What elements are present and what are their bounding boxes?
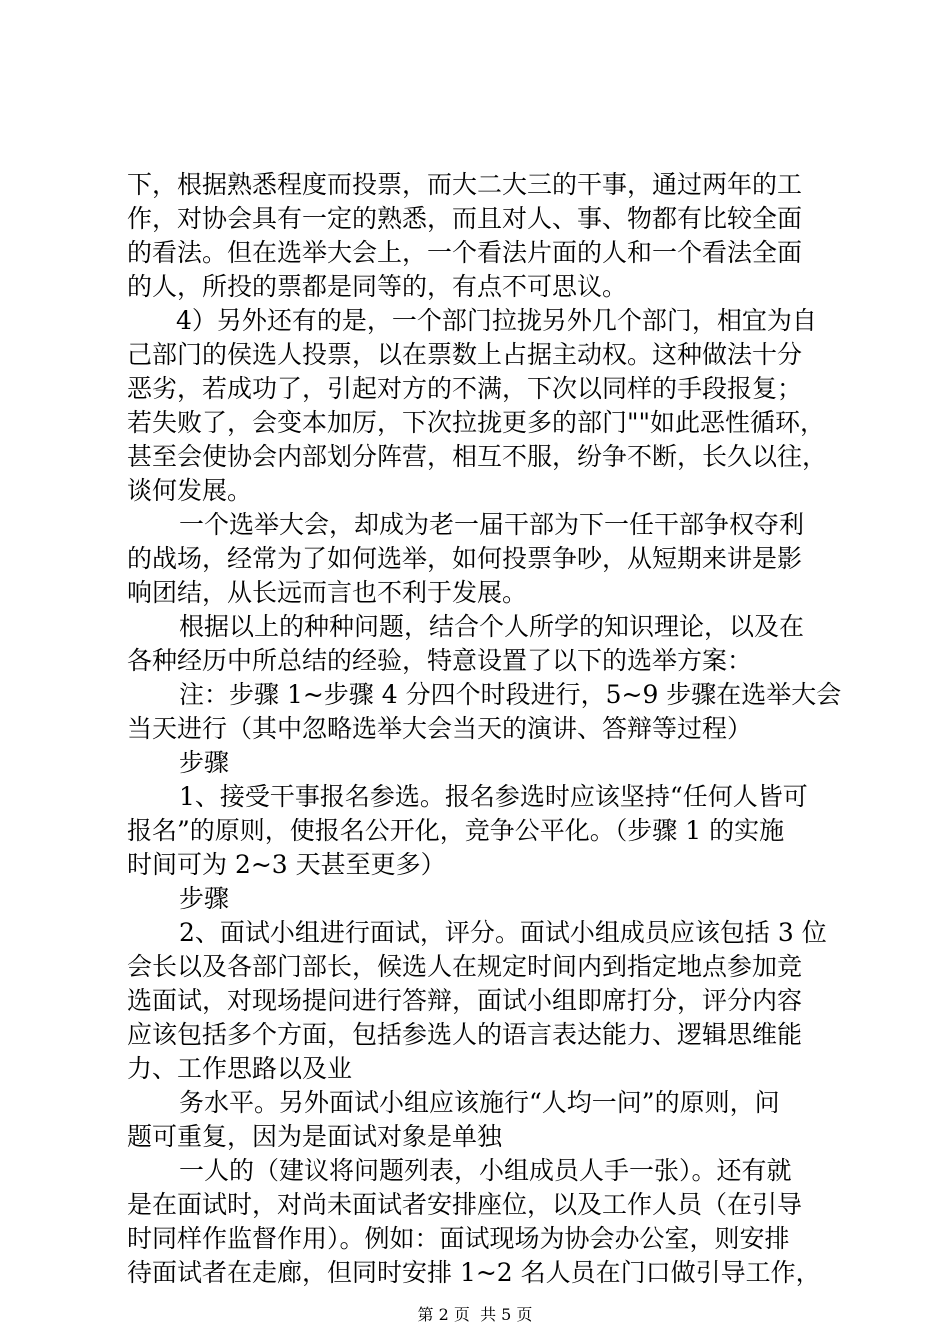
text-line: 选面试，对现场提问进行答辩，面试小组即席打分，评分内容 bbox=[127, 986, 803, 1015]
text-line: 步骤 bbox=[179, 884, 230, 913]
text-line: 根据以上的种种问题，结合个人所学的知识理论，以及在 bbox=[179, 612, 805, 641]
text-line: 谈何发展。 bbox=[127, 476, 253, 505]
text-line: 步骤 bbox=[179, 748, 230, 777]
text-line: 应该包括多个方面，包括参选人的语言表达能力、逻辑思维能 bbox=[127, 1020, 803, 1049]
text-line: 会长以及各部门部长，候选人在规定时间内到指定地点参加竞 bbox=[127, 952, 803, 981]
text-line: 报名”的原则，使报名公开化，竞争公平化。（步骤 1 的实施 bbox=[127, 816, 785, 845]
text-line: 甚至会使协会内部划分阵营，相互不服，纷争不断，长久以往， bbox=[127, 442, 828, 471]
text-line: 题可重复，因为是面试对象是单独 bbox=[127, 1122, 503, 1151]
text-line: 务水平。另外面试小组应该施行“人均一问”的原则，问 bbox=[179, 1088, 780, 1117]
text-line: 4）另外还有的是，一个部门拉拢另外几个部门，相宜为自 bbox=[176, 306, 817, 335]
page-footer: 第 2 页 共 5 页 bbox=[417, 1305, 533, 1324]
text-line: 的人，所投的票都是同等的，有点不可思议。 bbox=[127, 272, 628, 301]
text-line: 各种经历中所总结的经验，特意设置了以下的选举方案： bbox=[127, 646, 753, 675]
text-line: 当天进行（其中忽略选举大会当天的演讲、答辩等过程） bbox=[127, 714, 753, 743]
text-line: 作，对协会具有一定的熟悉，而且对人、事、物都有比较全面 bbox=[127, 204, 803, 233]
text-line: 响团结，从长远而言也不利于发展。 bbox=[127, 578, 528, 607]
text-line: 一人的（建议将问题列表，小组成员人手一张）。还有就 bbox=[179, 1156, 792, 1185]
text-line: 下，根据熟悉程度而投票，而大二大三的干事，通过两年的工 bbox=[127, 170, 803, 199]
text-line: 力、工作思路以及业 bbox=[127, 1054, 353, 1083]
text-line: 时同样作监督作用）。例如：面试现场为协会办公室，则安排 bbox=[127, 1224, 790, 1253]
text-line: 2、面试小组进行面试，评分。面试小组成员应该包括 3 位 bbox=[179, 918, 827, 947]
text-line: 的看法。但在选举大会上，一个看法片面的人和一个看法全面 bbox=[127, 238, 803, 267]
text-line: 恶劣，若成功了，引起对方的不满，下次以同样的手段报复； bbox=[127, 374, 803, 403]
text-line: 时间可为 2~3 天甚至更多） bbox=[127, 850, 446, 879]
text-line: 的战场，经常为了如何选举，如何投票争吵，从短期来讲是影 bbox=[127, 544, 803, 573]
text-line: 1、接受干事报名参选。报名参选时应该坚持“任何人皆可 bbox=[179, 782, 808, 811]
text-line: 己部门的侯选人投票，以在票数上占据主动权。这种做法十分 bbox=[127, 340, 803, 369]
text-line: 是在面试时，对尚未面试者安排座位，以及工作人员（在引导 bbox=[127, 1190, 803, 1219]
text-line: 注：步骤 1~步骤 4 分四个时段进行，5~9 步骤在选举大会 bbox=[179, 680, 842, 709]
text-line: 一个选举大会，却成为老一届干部为下一任干部争权夺利 bbox=[179, 510, 805, 539]
text-line: 待面试者在走廊，但同时安排 1~2 名人员在门口做引导工作， bbox=[127, 1258, 821, 1287]
text-line: 若失败了，会变本加厉，下次拉拢更多的部门""如此恶性循环， bbox=[127, 408, 826, 437]
